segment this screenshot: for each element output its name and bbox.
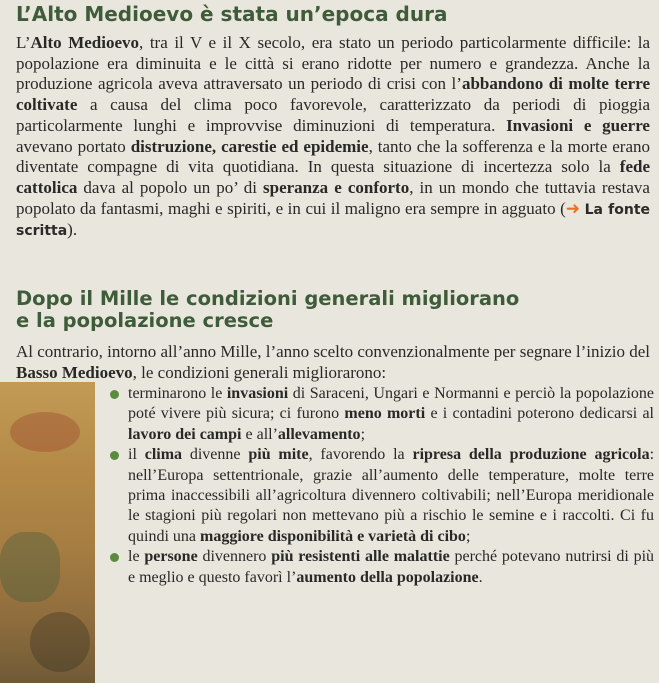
emphasis-text: Invasioni e guerre [506,115,650,135]
emphasis-text: persone [144,548,198,566]
list-item [104,445,654,547]
body-text: di Saraceni, Ungari e Normanni e perciò la popolazione poté vivere più sicura; ci furono [128,385,654,423]
illustration-fresco [0,382,95,683]
body-text: : nell’Europa settentrionale, grazie all’aumento delle temperature, molte terre prima inaccessibili all’agricoltura divennero coltivabili; nell’Europa meridionale le stagioni più regolari non mettevano più a rischio le semine e i raccolti. Ci fu quindi una [128,446,655,545]
improvements-list [104,384,654,588]
emphasis-text: speranza e conforto [263,177,410,197]
body-text: il [128,446,145,464]
emphasis-text: aumento della popolazione [296,568,479,586]
source-reference[interactable]: La fonte scritta [16,201,650,240]
bullet-dot-icon [110,390,119,399]
body-text: Al contrario, intorno all’anno Mille, l’anno scelto convenzionalmente per segnare l’inizio del [16,342,650,361]
body-text: , le condizioni generali migliorarono: [132,362,387,382]
emphasis-text: Basso Medioevo [16,362,133,382]
body-text: L’ [16,33,31,52]
body-text: ; [465,527,471,545]
paragraph-intro-basso-medioevo [16,342,650,383]
section-title-dopo-il-mille: Dopo il Mille le condizioni generali migliorano e la popolazione cresce [16,287,520,333]
body-text: divenne [182,446,249,464]
body-text: e i contadini poterono dedicarsi al [425,405,655,423]
emphasis-text: Alto Medioevo [30,33,140,52]
emphasis-text: allevamento [277,425,361,443]
body-text: divennero [197,548,272,566]
list-item [104,384,654,445]
emphasis-text: più mite [248,446,309,464]
body-text: perché potevano nutrirsi di più e meglio e questo favorì l’ [128,548,655,586]
body-text: , favorendo la [308,446,413,464]
body-text: terminarono le [128,385,227,402]
emphasis-text: clima [144,446,183,464]
bullet-dot-icon [110,451,119,460]
body-text: , in un mondo che tuttavia restava popolato da fantasmi, maghi e spiriti, e in cui il maligno era sempre in agguato ( [16,177,650,218]
body-text: e all’ [241,425,278,443]
body-text: , tra il V e il X secolo, era stato un periodo particolarmente difficile: la popolazione era diminuita e le città si erano ridotte per numero e grandezza. Anche la produzione agricola aveva attraversato un periodo di crisi con l’ [16,33,650,94]
emphasis-text: fede cattolica [16,157,650,197]
emphasis-text: distruzione, carestie ed epidemie [130,136,369,156]
body-text: , tanto che la sofferenza e la morte erano diventate compagne di vita quotidiana. In questa situazione di incertezza solo la [16,136,650,177]
body-text: a causa del clima poco favorevole, caratterizzato da periodi di pioggia particolarmente lunghi e improvvise diminuzioni di temperatura. [16,95,650,135]
body-text: ; [360,425,366,443]
section-title-alto-medioevo: L’Alto Medioevo è stata un’epoca dura [16,2,448,26]
body-text: le [128,548,145,566]
bullet-dot-icon [110,553,119,562]
emphasis-text: ripresa della produzione agricola [412,446,650,464]
body-text: dava al popolo un po’ di [77,177,263,197]
emphasis-text: abbandono di molte terre coltivate [16,74,650,115]
body-text: avevano portato [16,136,131,156]
paragraph-body [16,33,650,218]
emphasis-text: maggiore disponibilità e varietà di cibo [200,527,466,545]
emphasis-text: meno morti [344,405,426,423]
emphasis-text: invasioni [226,385,289,402]
emphasis-text: lavoro dei campi [128,425,242,443]
body-text: . [478,568,483,586]
paragraph-alto-medioevo: L’Alto Medioevo, tra il V e il X secolo, era stato un periodo particolarmente difficile: la popolazione era diminuita e le città si erano ridotte per numero e grandezza. Anche la produzione agricola aveva attraversato un periodo di crisi con l’abbandono di molte terre coltivate a causa del clima poco favorevole, caratterizzato da periodi di pioggia particolarmente lunghi e improvvise diminuzioni di temperatura. Invasioni e guerre avevano portato distruzione, carestie ed epidemie, tanto che la sofferenza e la morte erano diventate compagne di vita quotidiana. In questa situazione di incertezza solo la fede cattolica dava al popolo un po’ di speranza e conforto, in un mondo che tuttavia restava popolato da fantasmi, maghi e spiriti, e in cui il maligno era sempre in agguato (➜ La fonte scritta). [16,33,650,240]
arrow-right-icon: ➜ [565,198,581,218]
list-item [104,547,654,588]
emphasis-text: più resistenti alle malattie [271,548,450,566]
